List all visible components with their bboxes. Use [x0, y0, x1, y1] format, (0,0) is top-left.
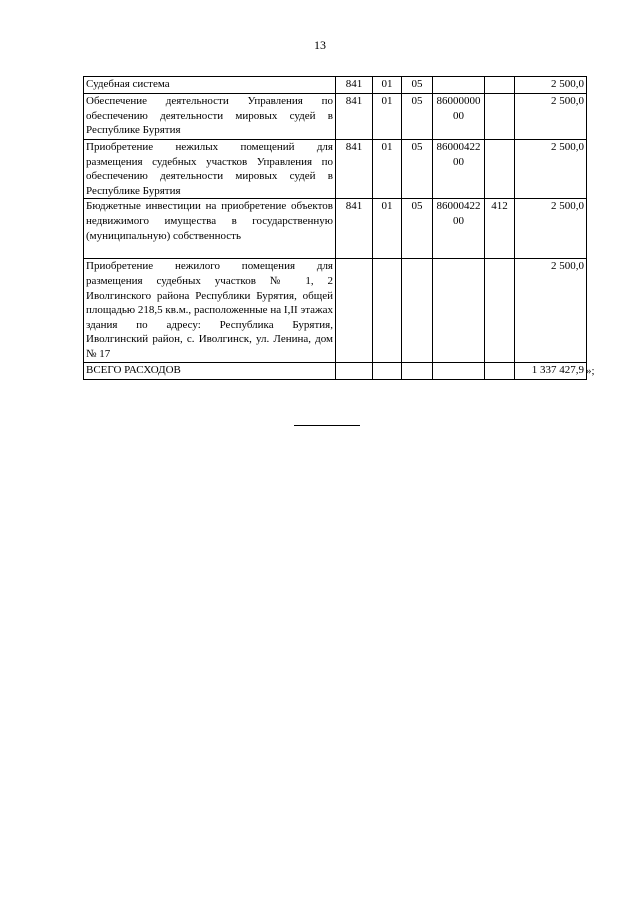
- end-divider: [294, 425, 360, 426]
- row-name: Приобретение нежилых помещений для размещения судебных участков Управления по обеспечению деятельности мировых судей в Республике Бурятия: [84, 140, 336, 199]
- row-name: Приобретение нежилого помещения для размещения судебных участков № 1, 2 Иволгинского района Республики Бурятия, общей площадью 218,5 кв.м., расположенные на I,II этажах здания по адресу: Республика Бурятия, Иволгинский район, с. Иволгинск, ул. Ленина, дом № 17: [84, 259, 336, 362]
- row-vr: [485, 362, 515, 379]
- row-grbs: 841: [336, 140, 373, 199]
- row-sum: 2 500,0: [515, 259, 587, 362]
- row-grbs: 841: [336, 199, 373, 259]
- row-vr: [485, 94, 515, 140]
- row-section: 01: [373, 199, 402, 259]
- page-number: 13: [314, 38, 326, 52]
- total-sum: 1 337 427,9: [515, 362, 587, 379]
- row-csr: 8600042200: [433, 199, 485, 259]
- row-csr: 8600042200: [433, 140, 485, 199]
- row-vr: [485, 259, 515, 362]
- row-subsection: 05: [402, 94, 433, 140]
- expenditure-table: [83, 76, 587, 380]
- table-row: [84, 199, 587, 259]
- row-subsection: 05: [402, 77, 433, 94]
- table-row-total: [84, 362, 587, 379]
- table-row: [84, 140, 587, 199]
- row-subsection: [402, 362, 433, 379]
- row-name: Бюджетные инвестиции на приобретение объектов недвижимого имущества в государственную (муниципальную) собственность: [84, 199, 336, 259]
- row-csr: [433, 77, 485, 94]
- row-vr: 412: [485, 199, 515, 259]
- row-subsection: 05: [402, 199, 433, 259]
- row-vr: [485, 140, 515, 199]
- row-sum: 2 500,0: [515, 199, 587, 259]
- row-section: 01: [373, 94, 402, 140]
- row-subsection: 05: [402, 140, 433, 199]
- row-subsection: [402, 259, 433, 362]
- table-row: [84, 259, 587, 362]
- row-csr: [433, 259, 485, 362]
- row-grbs: 841: [336, 77, 373, 94]
- total-label: ВСЕГО РАСХОДОВ: [84, 362, 336, 379]
- row-name: Обеспечение деятельности Управления по обеспечению деятельности мировых судей в Республике Бурятия: [84, 94, 336, 140]
- closing-quote: »;: [586, 365, 595, 377]
- row-sum: 2 500,0: [515, 77, 587, 94]
- row-section: [373, 259, 402, 362]
- row-csr: [433, 362, 485, 379]
- row-name: Судебная система: [84, 77, 336, 94]
- row-grbs: [336, 259, 373, 362]
- table-row: [84, 77, 587, 94]
- row-sum: 2 500,0: [515, 140, 587, 199]
- row-section: 01: [373, 77, 402, 94]
- row-vr: [485, 77, 515, 94]
- row-section: [373, 362, 402, 379]
- table-row: [84, 94, 587, 140]
- row-grbs: [336, 362, 373, 379]
- row-sum: 2 500,0: [515, 94, 587, 140]
- row-grbs: 841: [336, 94, 373, 140]
- row-csr: 8600000000: [433, 94, 485, 140]
- row-section: 01: [373, 140, 402, 199]
